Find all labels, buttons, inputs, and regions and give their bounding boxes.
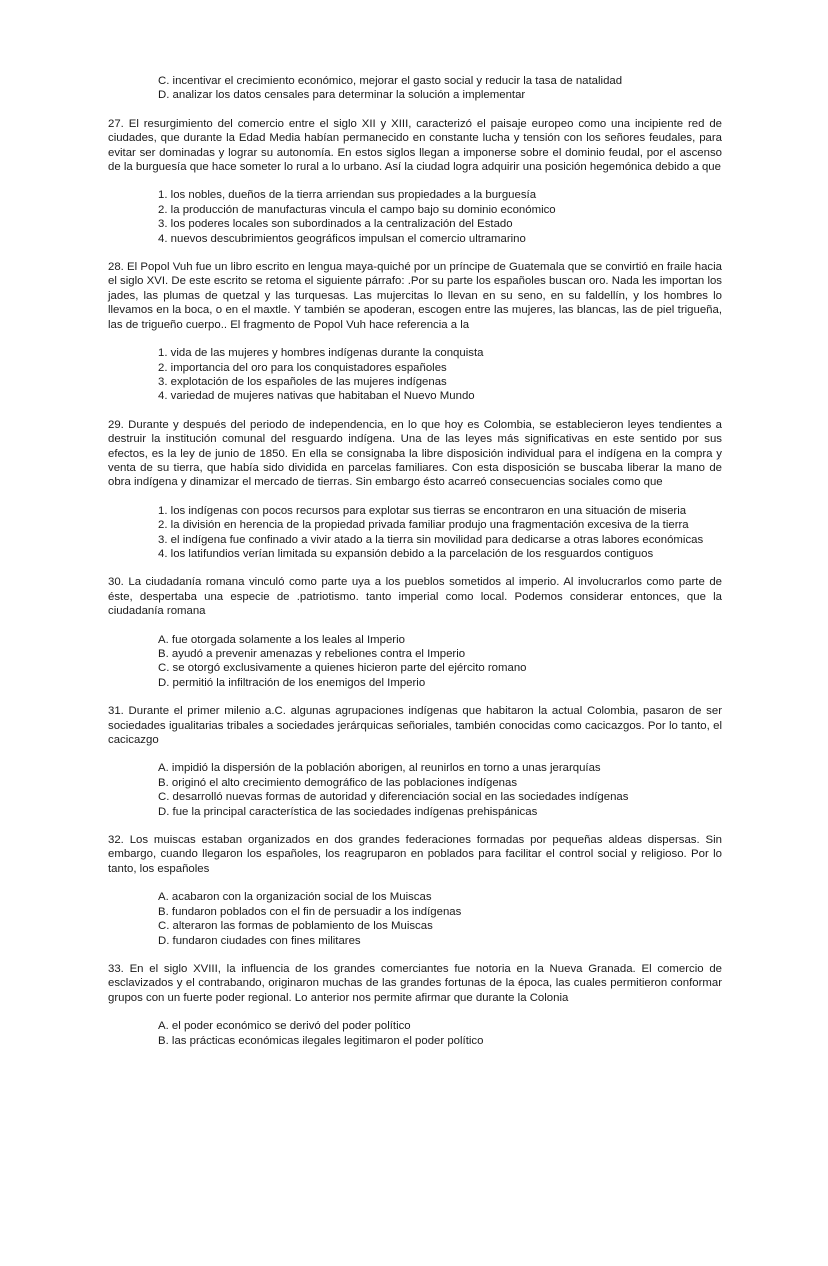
options-list [108, 504, 722, 562]
options-list [108, 346, 722, 404]
option-item[interactable]: D. fue la principal característica de las sociedades indígenas prehispánicas [158, 805, 538, 818]
question-block-33 [108, 962, 722, 1048]
block-spacer [108, 819, 722, 833]
option-item[interactable]: C. incentivar el crecimiento económico, mejorar el gasto social y reducir la tasa de natalidad [158, 75, 623, 87]
question-stem: 27. El resurgimiento del comercio entre el siglo XII y XIII, caracterizó el paisaje europeo como una incipiente red de ciudades, que durante la Edad Media habían permanecido en constante lucha y tensión con los señores feudales, para evitar ser dominadas y lograr su autonomía. En estos siglos llegan a imponerse sobre el dominio feudal, por el ascenso de la burguesía que hace someter lo rural a lo urbano. Así la ciudad logra adquirir una posición hegemónica debido a que [108, 117, 722, 174]
option-item[interactable]: 1. los nobles, dueños de la tierra arriendan sus propiedades a la burguesía [158, 189, 537, 202]
stem-options-spacer [108, 747, 722, 761]
continued-options-list [108, 74, 722, 103]
stem-options-spacer [108, 332, 722, 346]
option-item[interactable]: 4. los latifundios verían limitada su expansión debido a la parcelación de los resguardos contiguos [158, 547, 654, 560]
option-item[interactable]: B. fundaron poblados con el fin de persuadir a los indígenas [158, 905, 462, 918]
option-item[interactable]: D. permitió la infiltración de los enemigos del Imperio [158, 676, 426, 689]
stem-options-spacer [108, 490, 722, 504]
stem-options-spacer [108, 876, 722, 890]
options-list [108, 761, 722, 819]
option-item[interactable]: 4. nuevos descubrimientos geográficos impulsan el comercio ultramarino [158, 232, 526, 245]
option-item[interactable]: B. originó el alto crecimiento demográfico de las poblaciones indígenas [158, 776, 518, 789]
block-spacer [108, 948, 722, 962]
page-content [108, 74, 722, 1048]
question-stem: 30. La ciudadanía romana vinculó como parte uya a los pueblos sometidos al imperio. Al involucrarlos como parte de éste, despertaba una especie de .patriotismo. tanto imperial como local. Podemos considerar entonces, que la ciudadanía romana [108, 576, 722, 618]
question-block-31 [108, 704, 722, 819]
block-spacer [108, 561, 722, 575]
question-stem: 31. Durante el primer milenio a.C. algunas agrupaciones indígenas que habitaron la actual Colombia, pasaron de ser sociedades igualitarias tribales a sociedades jerárquicas señoriales, también conocidas como cacicazgos. Por lo tanto, el cacicazgo [108, 705, 722, 747]
stem-options-spacer [108, 1005, 722, 1019]
option-item[interactable]: B. las prácticas económicas ilegales legitimaron el poder político [158, 1034, 484, 1047]
question-stem: 29. Durante y después del periodo de independencia, en lo que hoy es Colombia, se establecieron leyes tendientes a destruir la institución comunal del resguardo indígena. Una de las leyes más significativas en este sentido por sus efectos, es la ley de junio de 1850. En ella se consignaba la libre disposición individual para el indígena en la compra y venta de su tierra, que había sido dividida en parcelas familiares. Con esta disposición se buscaba liberar la mano de obra indígena y dinamizar el mercado de tierras. Sin embargo ésto acarreó consecuencias sociales como que [108, 418, 722, 489]
options-list [108, 188, 722, 246]
option-item[interactable]: C. se otorgó exclusivamente a quienes hicieron parte del ejército romano [158, 662, 527, 675]
question-block-32 [108, 833, 722, 948]
block-spacer [108, 404, 722, 418]
block-spacer [108, 690, 722, 704]
option-item[interactable]: 3. el indígena fue confinado a vivir atado a la tierra sin movilidad para dedicarse a otras labores económicas [158, 533, 704, 546]
option-item[interactable]: 2. importancia del oro para los conquistadores españoles [158, 361, 447, 374]
block-spacer [108, 103, 722, 117]
option-item[interactable]: 2. la división en herencia de la propiedad privada familiar produjo una fragmentación excesiva de la tierra [158, 519, 689, 532]
question-block-28 [108, 260, 722, 404]
stem-options-spacer [108, 619, 722, 633]
option-item[interactable]: 3. explotación de los españoles de las mujeres indígenas [158, 375, 447, 388]
option-item[interactable]: B. ayudó a prevenir amenazas y rebeliones contra el Imperio [158, 648, 466, 660]
option-item[interactable]: 3. los poderes locales son subordinados a la centralización del Estado [158, 218, 513, 231]
option-item[interactable]: A. fue otorgada solamente a los leales al Imperio [158, 633, 405, 646]
option-item[interactable]: 1. los indígenas con pocos recursos para explotar sus tierras se encontraron en una situación de miseria [158, 504, 687, 517]
option-item[interactable]: 4. variedad de mujeres nativas que habitaban el Nuevo Mundo [158, 390, 475, 403]
question-stem: 33. En el siglo XVIII, la influencia de los grandes comerciantes fue notoria en la Nueva Granada. El comercio de esclavizados y el contrabando, originaron muchas de las grandes fortunas de la época, las cuales permitieron conformar grupos con un fuerte poder regional. Lo anterior nos permite afirmar que durante la Colonia [108, 962, 722, 1004]
option-item[interactable]: D. analizar los datos censales para determinar la solución a implementar [158, 89, 526, 102]
block-spacer [108, 246, 722, 260]
options-list [108, 633, 722, 691]
option-item[interactable]: C. desarrolló nuevas formas de autoridad y diferenciación social en las sociedades indígenas [158, 791, 629, 804]
question-stem: 28. El Popol Vuh fue un libro escrito en lengua maya-quiché por un príncipe de Guatemala que se convirtió en fraile hacia el siglo XVI. De este escrito se retoma el siguiente párrafo: .Por su parte los españoles buscan oro. Nada les importan los jades, las plumas de quetzal y las turquesas. Las mujercitas lo llevan en su seno, en su faldellín, y los hombres lo llevamos en la boca, o en el maxtle. Y también se apoderan, escogen entre las mujeres, las blancas, las de piel trigueña, las de trigueño cuerpo.. El fragmento de Popol Vuh hace referencia a la [108, 261, 722, 331]
option-item[interactable]: A. acabaron con la organización social de los Muiscas [158, 891, 432, 904]
question-block-30 [108, 575, 722, 690]
option-item[interactable]: A. impidió la dispersión de la población aborigen, al reunirlos en torno a unas jerarquías [158, 762, 601, 775]
option-item[interactable]: D. fundaron ciudades con fines militares [158, 934, 361, 947]
options-list [108, 890, 722, 948]
option-item[interactable]: A. el poder económico se derivó del poder político [158, 1020, 411, 1033]
option-item[interactable]: 2. la producción de manufacturas vincula el campo bajo su dominio económico [158, 203, 556, 216]
stem-options-spacer [108, 174, 722, 188]
options-list [108, 1019, 722, 1048]
question-block-27 [108, 117, 722, 246]
option-item[interactable]: 1. vida de las mujeres y hombres indígenas durante la conquista [158, 347, 484, 360]
question-stem: 32. Los muiscas estaban organizados en dos grandes federaciones formadas por pequeñas aldeas dispersas. Sin embargo, cuando llegaron los españoles, los reagruparon en poblados para facilitar el control social y religioso. Por lo tanto, los españoles [108, 834, 722, 875]
option-item[interactable]: C. alteraron las formas de poblamiento de los Muiscas [158, 920, 433, 933]
question-block-29 [108, 418, 722, 562]
